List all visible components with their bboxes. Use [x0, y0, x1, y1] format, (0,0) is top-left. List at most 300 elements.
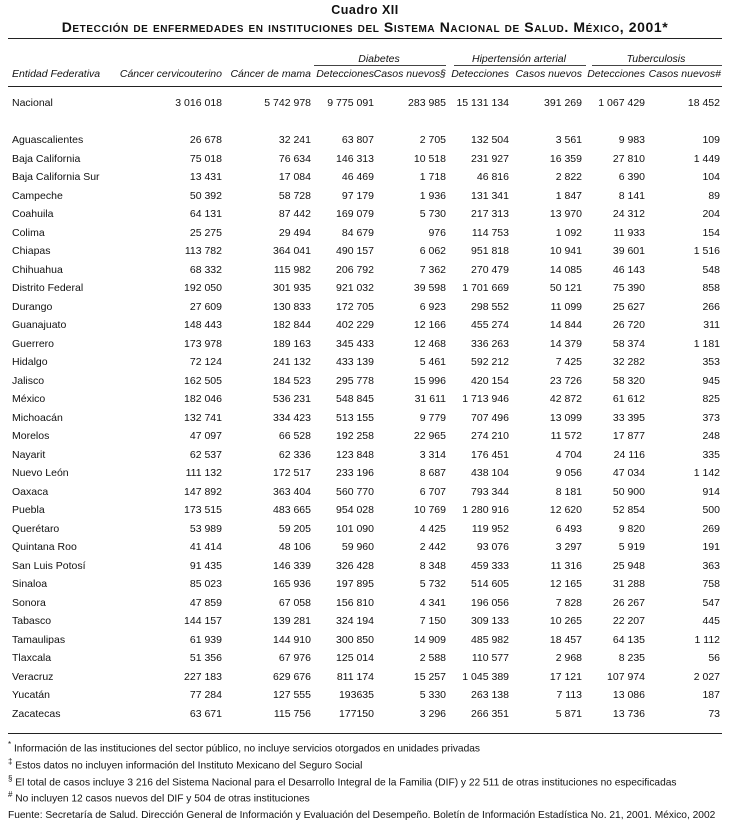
cell-value: 8 687	[419, 467, 446, 480]
cell-value: 51 356	[189, 652, 222, 665]
table-row	[8, 372, 720, 391]
cell-value: 68 332	[189, 263, 222, 276]
cell-value: 914	[702, 485, 720, 498]
cell-value: 274 210	[471, 430, 509, 443]
cell-entidad: Zacatecas	[12, 707, 61, 720]
cell-value: 3 561	[555, 134, 582, 147]
cell-value: 50 392	[189, 189, 222, 202]
cell-value: 173 978	[184, 337, 222, 350]
table-row	[8, 649, 720, 668]
cell-value: 345 433	[336, 337, 374, 350]
cell-value: 8 141	[618, 189, 645, 202]
cell-value: 9 779	[419, 411, 446, 424]
cell-value: 1 045 389	[462, 670, 509, 683]
table-row	[8, 409, 720, 428]
cell-value: 433 139	[336, 356, 374, 369]
cell-value: 227 183	[184, 670, 222, 683]
group-diabetes: Diabetes	[358, 53, 400, 65]
cell-value: 182 046	[184, 393, 222, 406]
cell-value: 309 133	[471, 615, 509, 628]
cell-value: 177150	[338, 707, 374, 720]
cell-value: 144 910	[273, 633, 311, 646]
cell-value: 547	[702, 596, 720, 609]
cell-value: 50 900	[612, 485, 645, 498]
cell-value: 536 231	[273, 393, 311, 406]
cell-value: 50 121	[549, 282, 582, 295]
cell-value: 47 097	[189, 430, 222, 443]
col-diabetes-detecciones: Detecciones	[316, 68, 374, 80]
cell-value: 391 269	[544, 97, 582, 110]
col-tuberculosis-detecciones: Detecciones	[587, 68, 645, 80]
table-row	[8, 131, 720, 150]
cell-value: 16 359	[549, 152, 582, 165]
cell-value: 18 452	[687, 97, 720, 110]
cell-value: 951 818	[471, 245, 509, 258]
table-row	[8, 298, 720, 317]
tuberculosis-underline	[592, 65, 722, 66]
cell-value: 107 974	[607, 670, 645, 683]
cell-value: 25 948	[612, 559, 645, 572]
diabetes-underline	[314, 65, 446, 66]
cell-value: 266 351	[471, 707, 509, 720]
cell-value: 12 620	[549, 504, 582, 517]
cell-value: 269	[702, 522, 720, 535]
table-row	[8, 150, 720, 169]
cell-value: 31 611	[414, 393, 446, 406]
cell-value: 26 720	[612, 319, 645, 332]
cell-entidad: San Luis Potosí	[12, 559, 86, 572]
cell-value: 10 518	[413, 152, 446, 165]
table-row	[8, 187, 720, 206]
cell-value: 173 515	[184, 504, 222, 517]
cell-entidad: Nacional	[12, 97, 53, 110]
cell-value: 14 844	[549, 319, 582, 332]
cell-value: 85 023	[189, 578, 222, 591]
cell-entidad: Guerrero	[12, 337, 55, 350]
cell-value: 336 263	[471, 337, 509, 350]
cell-value: 115 982	[273, 263, 311, 276]
cell-value: 147 892	[184, 485, 222, 498]
cell-entidad: Veracruz	[12, 670, 54, 683]
cell-value: 6 390	[618, 171, 645, 184]
cell-value: 23 726	[549, 374, 582, 387]
cell-value: 858	[702, 282, 720, 295]
cell-value: 560 770	[336, 485, 374, 498]
cell-entidad: Colima	[12, 226, 45, 239]
cell-value: 324 194	[336, 615, 374, 628]
cell-value: 156 810	[336, 596, 374, 609]
cell-value: 9 820	[618, 522, 645, 535]
col-cancer-mama: Cáncer de mama	[230, 68, 311, 80]
cell-value: 445	[702, 615, 720, 628]
cell-value: 364 041	[273, 245, 311, 258]
table-row	[8, 316, 720, 335]
cell-entidad: Tamaulipas	[12, 633, 66, 646]
group-hipertension: Hipertensión arterial	[472, 53, 566, 65]
cell-value: 1 092	[555, 226, 582, 239]
cell-value: 1 181	[693, 337, 720, 350]
cell-value: 5 742 978	[264, 97, 311, 110]
page-title: Detección de enfermedades en instituciones del Sistema Nacional de Salud. México, 2001*	[61, 19, 669, 35]
cell-value: 15 257	[413, 670, 446, 683]
cell-value: 363 404	[273, 485, 311, 498]
cell-value: 46 816	[476, 171, 509, 184]
cell-entidad: Puebla	[12, 504, 45, 517]
cell-value: 110 577	[471, 652, 509, 665]
cell-value: 15 996	[413, 374, 446, 387]
cell-value: 363	[702, 559, 720, 572]
cell-value: 793 344	[471, 485, 509, 498]
cell-value: 2 968	[555, 652, 582, 665]
cell-value: 58 374	[612, 337, 645, 350]
cell-value: 109	[702, 134, 720, 147]
cell-value: 7 150	[419, 615, 446, 628]
cell-value: 192 258	[336, 430, 374, 443]
cell-value: 139 281	[273, 615, 311, 628]
cell-value: 25 627	[612, 300, 645, 313]
cell-entidad: Coahuila	[12, 208, 54, 221]
cell-value: 6 493	[555, 522, 582, 535]
table-row	[8, 538, 720, 557]
table-row	[8, 686, 720, 705]
cell-value: 11 099	[550, 300, 582, 313]
footnote-3: § El total de casos incluye 3 216 del Sistema Nacional para el Desarrollo Integral de la Familia (DIF) y 22 511 de otras instituciones no especificadas	[8, 773, 677, 788]
cell-value: 56	[708, 652, 720, 665]
cell-value: 169 079	[336, 208, 374, 221]
cell-entidad: Baja California Sur	[12, 171, 100, 184]
cell-entidad: Quintana Roo	[12, 541, 77, 554]
cell-value: 176 451	[471, 448, 509, 461]
cell-value: 114 753	[471, 226, 509, 239]
cell-value: 193635	[338, 689, 374, 702]
cell-value: 1 280 916	[462, 504, 509, 517]
cell-value: 132 741	[184, 411, 222, 424]
cell-value: 353	[702, 356, 720, 369]
cell-value: 89	[708, 189, 720, 202]
cell-value: 97 179	[341, 189, 374, 202]
cell-value: 12 165	[549, 578, 582, 591]
cell-value: 189 163	[273, 337, 311, 350]
cell-value: 48 106	[278, 541, 311, 554]
cell-value: 58 728	[278, 189, 311, 202]
cell-entidad: Baja California	[12, 152, 81, 165]
cell-value: 187	[702, 689, 720, 702]
cell-value: 1 718	[419, 171, 446, 184]
cell-value: 53 989	[189, 522, 222, 535]
cell-value: 7 362	[419, 263, 446, 276]
cell-entidad: Aguascalientes	[12, 134, 84, 147]
cell-value: 5 871	[555, 707, 582, 720]
cell-value: 13 099	[549, 411, 582, 424]
cell-value: 15 131 134	[456, 97, 509, 110]
cell-value: 191	[702, 541, 720, 554]
cell-value: 27 810	[612, 152, 645, 165]
col-tuberculosis-casos: Casos nuevos#	[648, 68, 721, 80]
cell-value: 5 330	[419, 689, 446, 702]
cell-value: 707 496	[471, 411, 509, 424]
cell-value: 64 131	[189, 208, 222, 221]
cell-value: 921 032	[336, 282, 374, 295]
cell-value: 1 847	[555, 189, 582, 202]
col-cancer-cervicouterino: Cáncer cervicouterino	[119, 68, 222, 80]
cell-value: 127 555	[273, 689, 311, 702]
cell-entidad: Morelos	[12, 430, 50, 443]
cell-value: 13 431	[189, 171, 222, 184]
cell-value: 1 449	[693, 152, 720, 165]
cell-value: 945	[702, 374, 720, 387]
cell-value: 204	[702, 208, 720, 221]
cell-value: 64 135	[612, 633, 645, 646]
cell-value: 241 132	[273, 356, 311, 369]
header-rule	[8, 86, 722, 87]
cell-value: 76 634	[278, 152, 311, 165]
cell-value: 4 704	[555, 448, 582, 461]
cell-value: 46 143	[612, 263, 645, 276]
table-row	[8, 390, 720, 409]
table-row	[8, 631, 720, 650]
cell-value: 84 679	[341, 226, 374, 239]
cell-value: 513 155	[336, 411, 374, 424]
cell-entidad: Sonora	[12, 596, 46, 609]
cell-value: 67 976	[278, 652, 311, 665]
cell-value: 18 457	[549, 633, 582, 646]
cell-entidad: Hidalgo	[12, 356, 48, 369]
cell-value: 500	[702, 504, 720, 517]
cell-value: 4 425	[419, 522, 446, 535]
cell-value: 87 442	[278, 208, 311, 221]
cell-value: 758	[702, 578, 720, 591]
cell-value: 6 923	[419, 300, 446, 313]
cell-value: 548	[702, 263, 720, 276]
cell-value: 3 016 018	[175, 97, 222, 110]
cell-value: 1 516	[693, 245, 720, 258]
cell-entidad: Distrito Federal	[12, 282, 84, 295]
cell-entidad: Jalisco	[12, 374, 45, 387]
cell-value: 483 665	[273, 504, 311, 517]
cell-value: 32 282	[612, 356, 645, 369]
cell-value: 8 181	[555, 485, 582, 498]
cell-value: 6 707	[419, 485, 446, 498]
cell-value: 24 116	[613, 448, 645, 461]
cell-value: 14 379	[549, 337, 582, 350]
footnotes	[8, 739, 677, 806]
cell-value: 335	[702, 448, 720, 461]
cell-value: 61 612	[612, 393, 645, 406]
cell-value: 7 425	[555, 356, 582, 369]
cell-value: 17 877	[612, 430, 645, 443]
cell-value: 976	[428, 226, 446, 239]
cell-entidad: Michoacán	[12, 411, 63, 424]
cell-value: 270 479	[471, 263, 509, 276]
cell-value: 192 050	[184, 282, 222, 295]
cell-value: 113 782	[184, 245, 222, 258]
cell-value: 197 895	[336, 578, 374, 591]
cell-entidad: Querétaro	[12, 522, 60, 535]
cell-value: 13 736	[612, 707, 645, 720]
cell-value: 73	[708, 707, 720, 720]
cell-value: 9 983	[618, 134, 645, 147]
cell-value: 811 174	[336, 670, 374, 683]
table-row	[8, 335, 720, 354]
cell-value: 455 274	[471, 319, 509, 332]
bottom-rule	[8, 733, 722, 734]
cell-entidad: Guanajuato	[12, 319, 67, 332]
cell-value: 514 605	[471, 578, 509, 591]
top-rule	[8, 38, 722, 39]
cell-value: 91 435	[189, 559, 222, 572]
col-hipertension-casos: Casos nuevos	[515, 68, 582, 80]
cell-entidad: Tabasco	[12, 615, 52, 628]
cell-value: 17 121	[549, 670, 582, 683]
cell-value: 298 552	[471, 300, 509, 313]
cell-value: 77 284	[189, 689, 222, 702]
col-hipertension-detecciones: Detecciones	[451, 68, 509, 80]
table-row	[8, 575, 720, 594]
cell-value: 1 701 669	[462, 282, 509, 295]
table-row	[8, 464, 720, 483]
cell-value: 2 027	[693, 670, 720, 683]
cell-value: 5 919	[618, 541, 645, 554]
cell-value: 31 288	[612, 578, 645, 591]
cell-value: 548 845	[336, 393, 374, 406]
cell-value: 10 769	[413, 504, 446, 517]
cell-value: 459 333	[471, 559, 509, 572]
cell-value: 402 229	[336, 319, 374, 332]
cell-value: 22 207	[612, 615, 645, 628]
cell-value: 172 517	[273, 467, 311, 480]
cell-entidad: Nayarit	[12, 448, 46, 461]
spacer-row	[8, 113, 720, 132]
cell-value: 111 132	[185, 467, 222, 480]
table-number: Cuadro XII	[331, 3, 399, 17]
cell-value: 7 828	[555, 596, 582, 609]
cell-value: 9 056	[555, 467, 582, 480]
cell-value: 104	[702, 171, 720, 184]
cell-value: 217 313	[471, 208, 509, 221]
cell-value: 196 056	[471, 596, 509, 609]
table-row	[8, 205, 720, 224]
cell-value: 33 395	[612, 411, 645, 424]
cell-value: 59 960	[341, 541, 374, 554]
cell-value: 22 965	[413, 430, 446, 443]
cell-value: 66 528	[278, 430, 311, 443]
cell-entidad: Sinaloa	[12, 578, 48, 591]
cell-value: 326 428	[336, 559, 374, 572]
cell-value: 13 086	[612, 689, 645, 702]
cell-value: 11 933	[613, 226, 645, 239]
cell-value: 438 104	[471, 467, 509, 480]
cell-value: 2 442	[419, 541, 446, 554]
cell-value: 8 348	[419, 559, 446, 572]
cell-value: 629 676	[273, 670, 311, 683]
cell-value: 5 732	[419, 578, 446, 591]
cell-value: 93 076	[476, 541, 509, 554]
table-row	[8, 242, 720, 261]
cell-value: 125 014	[336, 652, 374, 665]
cell-value: 12 166	[413, 319, 446, 332]
cell-entidad: Chihuahua	[12, 263, 63, 276]
cell-entidad: México	[12, 393, 46, 406]
cell-value: 9 775 091	[327, 97, 374, 110]
cell-value: 231 927	[471, 152, 509, 165]
cell-value: 62 336	[278, 448, 311, 461]
cell-value: 2 588	[419, 652, 446, 665]
cell-value: 485 982	[471, 633, 509, 646]
cell-value: 1 067 429	[598, 97, 645, 110]
table-row	[8, 446, 720, 465]
cell-value: 266	[702, 300, 720, 313]
table-body	[8, 94, 720, 723]
cell-value: 132 504	[471, 134, 509, 147]
cell-value: 52 854	[612, 504, 645, 517]
cell-value: 373	[702, 411, 720, 424]
cell-value: 61 939	[189, 633, 222, 646]
table-row	[8, 279, 720, 298]
cell-value: 1 142	[693, 467, 720, 480]
footnote-4: # No incluyen 12 casos nuevos del DIF y 504 de otras instituciones	[8, 790, 310, 805]
cell-value: 154	[702, 226, 720, 239]
cell-value: 144 157	[184, 615, 222, 628]
cell-value: 1 713 946	[462, 393, 509, 406]
table-row	[8, 168, 720, 187]
cell-value: 283 985	[408, 97, 446, 110]
table-row	[8, 501, 720, 520]
cell-value: 148 443	[184, 319, 222, 332]
table-row	[8, 520, 720, 539]
cell-value: 1 112	[694, 633, 720, 646]
cell-value: 32 241	[278, 134, 311, 147]
hipertension-underline	[454, 65, 586, 66]
cell-value: 39 601	[612, 245, 645, 258]
cell-value: 184 523	[273, 374, 311, 387]
cell-value: 63 671	[189, 707, 222, 720]
cell-value: 2 822	[555, 171, 582, 184]
cell-value: 3 297	[555, 541, 582, 554]
footnote-2: ‡ Estos datos no incluyen información del Instituto Mexicano del Seguro Social	[8, 756, 363, 772]
cell-value: 131 341	[471, 189, 509, 202]
cell-value: 825	[702, 393, 720, 406]
cell-entidad: Oaxaca	[12, 485, 49, 498]
cell-value: 162 505	[184, 374, 222, 387]
cell-value: 182 844	[273, 319, 311, 332]
table-row	[8, 612, 720, 631]
cell-value: 17 084	[278, 171, 311, 184]
cell-value: 39 598	[413, 282, 446, 295]
cell-entidad: Tlaxcala	[12, 652, 52, 665]
cell-value: 172 705	[336, 300, 374, 313]
cell-value: 63 807	[341, 134, 374, 147]
cell-value: 295 778	[336, 374, 374, 387]
cell-value: 7 113	[556, 689, 582, 702]
cell-value: 592 212	[471, 356, 509, 369]
cell-value: 26 678	[189, 134, 222, 147]
cell-value: 14 909	[413, 633, 446, 646]
table-row	[8, 594, 720, 613]
cell-value: 420 154	[471, 374, 509, 387]
cell-value: 115 756	[273, 707, 311, 720]
cell-value: 165 936	[273, 578, 311, 591]
cell-value: 14 085	[549, 263, 582, 276]
cell-value: 25 275	[189, 226, 222, 239]
cell-value: 8 235	[618, 652, 645, 665]
cell-value: 954 028	[336, 504, 374, 517]
cell-value: 26 267	[612, 596, 645, 609]
cell-value: 75 018	[189, 152, 222, 165]
cell-value: 3 296	[419, 707, 446, 720]
cell-value: 11 572	[550, 430, 582, 443]
cell-value: 10 265	[549, 615, 582, 628]
cell-value: 27 609	[189, 300, 222, 313]
